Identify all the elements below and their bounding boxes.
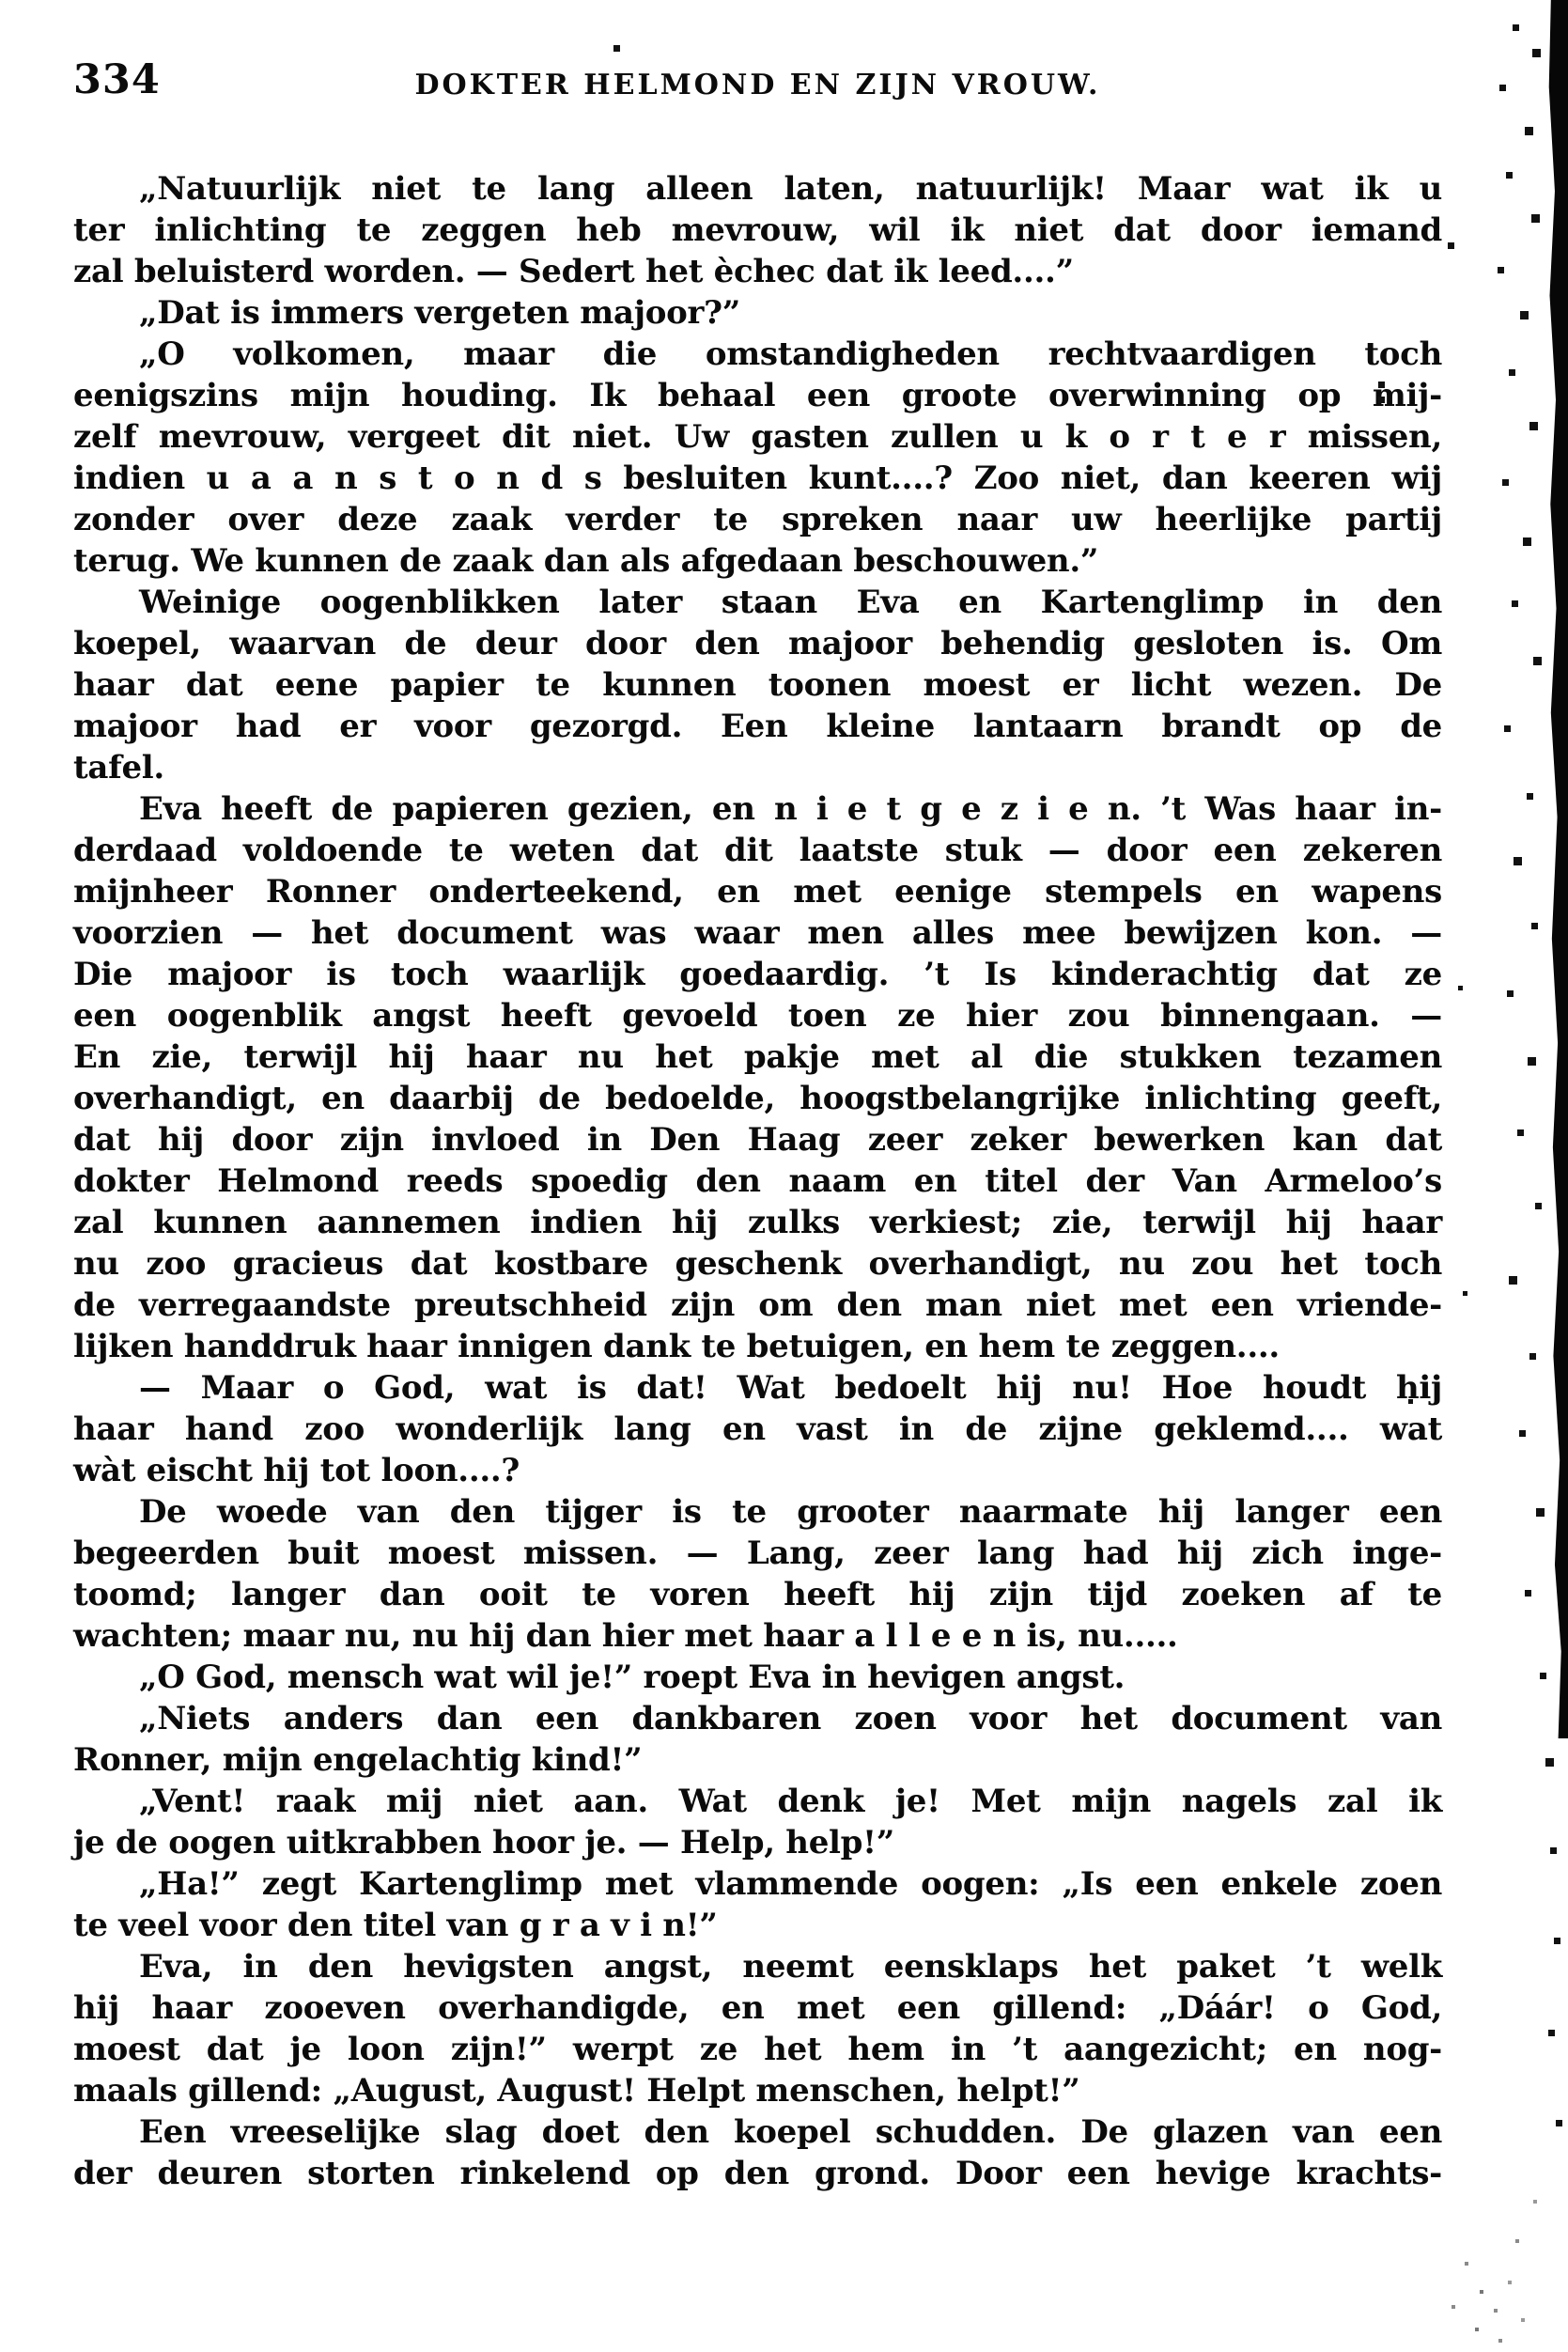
- text-line: „Dat is immers vergeten majoor?”: [139, 294, 740, 332]
- text-line: zal kunnen aannemen indien hij zulks verkiest; zie, terwijl hij haar: [73, 1204, 1442, 1241]
- page-body: [73, 168, 1442, 2194]
- text-line: terug. We kunnen de zaak dan als afgedaan beschouwen.”: [73, 542, 1099, 580]
- text-line: haar hand zoo wonderlijk lang en vast in de zijne geklemd.... wat: [73, 1410, 1442, 1448]
- text-line: zonder over deze zaak verder te spreken naar uw heerlijke partij: [73, 501, 1442, 538]
- text-line: „O God, mensch wat wil je!” roept Eva in hevigen angst.: [139, 1659, 1126, 1696]
- text-line: nu zoo gracieus dat kostbare geschenk overhandigt, nu zou het toch: [73, 1245, 1442, 1283]
- text-line: Eva, in den hevigsten angst, neemt eensklaps het paket ’t welk: [139, 1948, 1442, 1986]
- text-line: tafel.: [73, 749, 164, 787]
- text-line: „Ha!” zegt Kartenglimp met vlammende oogen: „Is een enkele zoen: [139, 1865, 1442, 1903]
- text-line: wàt eischt hij tot loon....?: [73, 1452, 520, 1489]
- text-line: moest dat je loon zijn!” werpt ze het hem in ’t aangezicht; en nog-: [73, 2031, 1442, 2068]
- text-line: mijnheer Ronner onderteekend, en met eenige stempels en wapens: [73, 873, 1442, 911]
- text-line: dokter Helmond reeds spoedig den naam en titel der Van Armeloo’s: [73, 1162, 1442, 1200]
- page-header: [73, 0, 1442, 113]
- text-line: voorzien — het document was waar men alles mee bewijzen kon. —: [73, 914, 1442, 952]
- scan-edge-artifact: [1544, 0, 1568, 1738]
- text-line: toomd; langer dan ooit te voren heeft hij zijn tijd zoeken af te: [73, 1576, 1442, 1613]
- text-line: — Maar o God, wat is dat! Wat bedoelt hij nu! Hoe houdt hij: [139, 1369, 1442, 1407]
- text-line: derdaad voldoende te weten dat dit laatste stuk — door een zekeren: [73, 832, 1442, 869]
- text-line: „Vent! raak mij niet aan. Wat denk je! Met mijn nagels zal ik: [139, 1783, 1442, 1820]
- text-line: wachten; maar nu, nu hij dan hier met haar a l l e e n is, nu.....: [73, 1617, 1178, 1655]
- text-line: koepel, waarvan de deur door den majoor behendig gesloten is. Om: [73, 625, 1442, 662]
- text-line: de verregaandste preutschheid zijn om den man niet met een vriende-: [73, 1286, 1442, 1324]
- text-line: Ronner, mijn engelachtig kind!”: [73, 1741, 643, 1779]
- text-line: te veel voor den titel van g r a v i n!”: [73, 1907, 718, 1944]
- text-line: hij haar zooeven overhandigde, en met een gillend: „Dáár! o God,: [73, 1989, 1442, 2027]
- text-line: je de oogen uitkrabben hoor je. — Help, help!”: [73, 1824, 895, 1861]
- text-line: „Natuurlijk niet te lang alleen laten, natuurlijk! Maar wat ik u: [139, 170, 1442, 208]
- text-line: ter inlichting te zeggen heb mevrouw, wil ik niet dat door iemand: [73, 211, 1442, 249]
- text-line: zelf mevrouw, vergeet dit niet. Uw gasten zullen u k o r t e r missen,: [73, 418, 1442, 456]
- text-line: lijken handdruk haar innigen dank te betuigen, en hem te zeggen....: [73, 1328, 1280, 1365]
- text-line: Die majoor is toch waarlijk goedaardig. ’t Is kinderachtig dat ze: [73, 956, 1442, 993]
- text-line: Een vreeselijke slag doet den koepel schudden. De glazen van een: [139, 2113, 1442, 2151]
- scan-corner-speckle-artifact: [0, 0, 2, 2]
- text-line: En zie, terwijl hij haar nu het pakje met al die stukken tezamen: [73, 1038, 1442, 1076]
- text-line: overhandigt, en daarbij de bedoelde, hoogstbelangrijke inlichting geeft,: [73, 1080, 1442, 1117]
- running-title: DOKTER HELMOND EN ZIJN VROUW.: [414, 69, 1101, 101]
- text-line: eenigszins mijn houding. Ik behaal een groote overwinning op mij-: [73, 377, 1442, 414]
- text-line: haar dat eene papier te kunnen toonen moest er licht wezen. De: [73, 666, 1442, 704]
- text-line: „Niets anders dan een dankbaren zoen voor het document van: [139, 1700, 1442, 1737]
- text-line: Weinige oogenblikken later staan Eva en Kartenglimp in den: [139, 584, 1442, 621]
- text-line: der deuren storten rinkelend op den grond. Door een hevige krachts-: [73, 2155, 1442, 2192]
- text-line: een oogenblik angst heeft gevoeld toen ze hier zou binnengaan. —: [73, 997, 1442, 1035]
- text-line: indien u a a n s t o n d s besluiten kunt....? Zoo niet, dan keeren wij: [73, 459, 1442, 497]
- text-line: begeerden buit moest missen. — Lang, zeer lang had hij zich inge-: [73, 1534, 1442, 1572]
- text-line: zal beluisterd worden. — Sedert het èchec dat ik leed....”: [73, 253, 1074, 290]
- text-line: maals gillend: „August, August! Helpt menschen, helpt!”: [73, 2072, 1080, 2110]
- page-number: 334: [73, 56, 161, 103]
- text-line: majoor had er voor gezorgd. Een kleine lantaarn brandt op de: [73, 708, 1442, 745]
- text-line: Eva heeft de papieren gezien, en n i e t g e z i e n. ’t Was haar in-: [139, 790, 1442, 828]
- text-line: „O volkomen, maar die omstandigheden rechtvaardigen toch: [139, 335, 1442, 373]
- text-line: De woede van den tijger is te grooter naarmate hij langer een: [139, 1493, 1442, 1531]
- text-line: dat hij door zijn invloed in Den Haag zeer zeker bewerken kan dat: [73, 1121, 1442, 1159]
